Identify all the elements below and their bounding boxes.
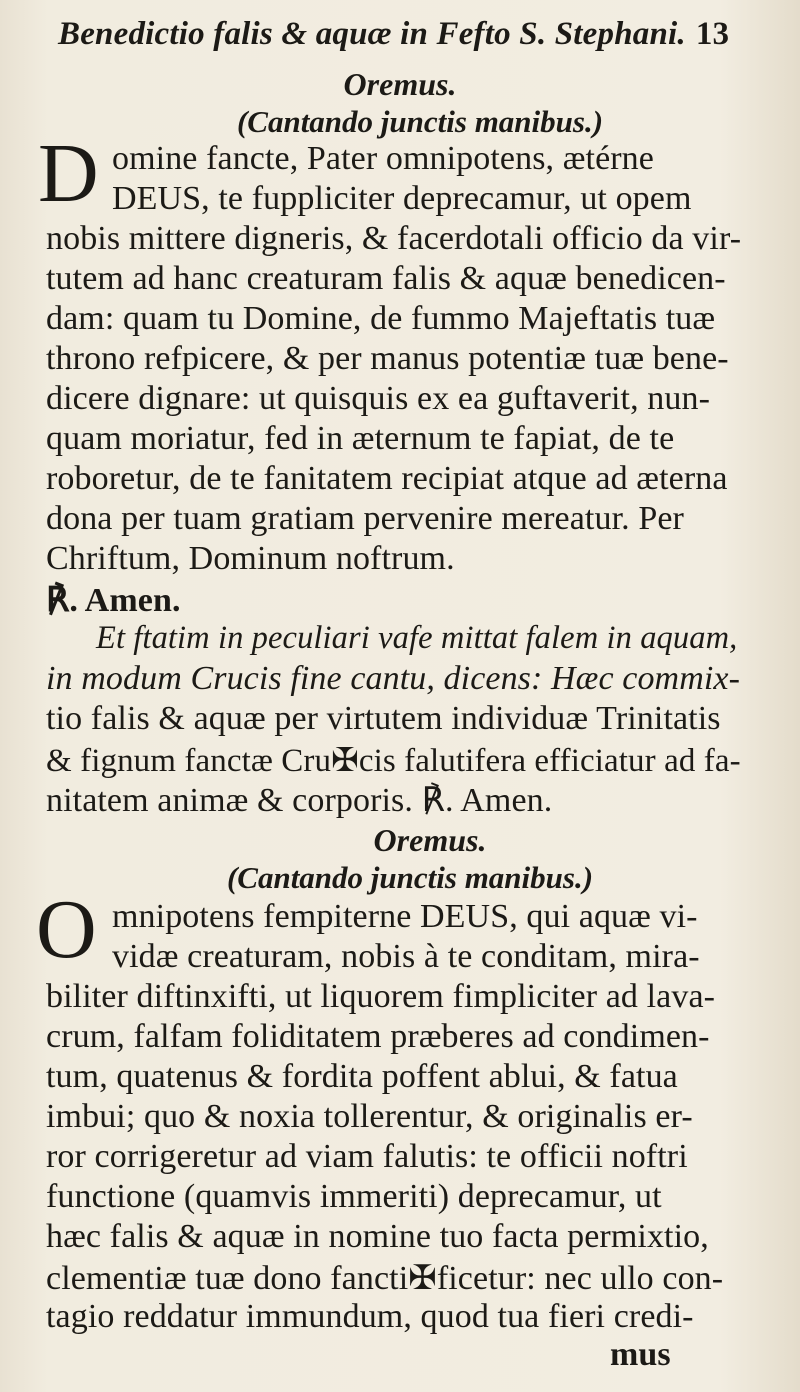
rubric-instruction-line-5: nitatem animæ & corporis. ℟. Amen. [46,782,553,819]
prayer1-line-5: dam: quam tu Domine, de fummo Majeftatis tuæ [46,300,716,337]
prayer1-line-1: omine fancte, Pater omnipotens, ætérne [112,140,654,177]
prayer2-line-1: mnipotens fempiterne DEUS, qui aquæ vi- [112,898,698,935]
rubric-instruction-line-3: tio falis & aquæ per virtutem individuæ Trinitatis [46,700,721,737]
running-header [58,16,748,66]
prayer1-line-6: throno refpicere, & per manus potentiæ tuæ bene- [46,340,729,377]
rubric-instruction-line-4: & fignum fanctæ Cru✠cis falutifera efficiatur ad fa- [46,743,741,779]
rubric-1: (Cantando junctis manibus.) [236,104,604,139]
prayer2-line-2: vidæ creaturam, nobis à te conditam, mira- [112,938,700,975]
catchword: mus [610,1336,671,1373]
prayer1-line-11: Chriftum, Dominum noftrum. [46,540,455,577]
prayer1-line-10: dona per tuam gratiam pervenire mereatur. Per [46,500,684,537]
prayer1-line-2: DEUS, te fuppliciter deprecamur, ut opem [112,180,692,217]
prayer1-line-7: dicere dignare: ut quisquis ex ea guftaverit, nun- [46,380,710,417]
prayer2-line-11: tagio reddatur immundum, quod tua fieri credi- [46,1298,694,1335]
running-title: Benedictio falis & aquæ in Fefto S. Stephani. [58,16,686,52]
rubric-instruction-line-2: in modum Crucis fine cantu, dicens: Hæc commix- [46,660,741,697]
drop-cap-d: D [38,127,99,220]
oremus-heading-2: Oremus. [373,822,487,858]
prayer1-line-9: roboretur, de te fanitatem recipiat atque ad æterna [46,460,728,497]
prayer1-line-8: quam moriatur, fed in æternum te fapiat, de te [46,420,675,457]
prayer2-line-6: imbui; quo & noxia tollerentur, & originalis er- [46,1098,693,1135]
prayer2-line-9: hæc falis & aquæ in nomine tuo facta permixtio, [46,1218,709,1255]
prayer2-line-5: tum, quatenus & fordita poffent ablui, & fatua [46,1058,678,1095]
rubric-instruction-line-1: Et ftatim in peculiari vafe mittat falem in aquam, [96,620,738,656]
prayer2-line-4: crum, falfam foliditatem præberes ad condimen- [46,1018,710,1055]
drop-cap-o: O [36,883,97,976]
prayer2-line-7: ror corrigeretur ad viam falutis: te officii noftri [46,1138,688,1175]
prayer1-line-3: nobis mittere digneris, & facerdotali officio da vir- [46,220,742,257]
prayer2-line-3: biliter diftinxifti, ut liquorem fimpliciter ad lava- [46,978,716,1015]
prayer1-line-4: tutem ad hanc creaturam falis & aquæ benedicen- [46,260,726,297]
prayer2-line-10: clementiæ tuæ dono fancti✠ficetur: nec ullo con- [46,1260,724,1297]
response-amen-1: ℟. Amen. [46,582,181,619]
oremus-heading-1: Oremus. [343,66,457,102]
page-number: 13 [695,16,730,52]
rubric-2: (Cantando junctis manibus.) [226,860,594,895]
prayer2-line-8: functione (quamvis immeriti) deprecamur, ut [46,1178,662,1215]
